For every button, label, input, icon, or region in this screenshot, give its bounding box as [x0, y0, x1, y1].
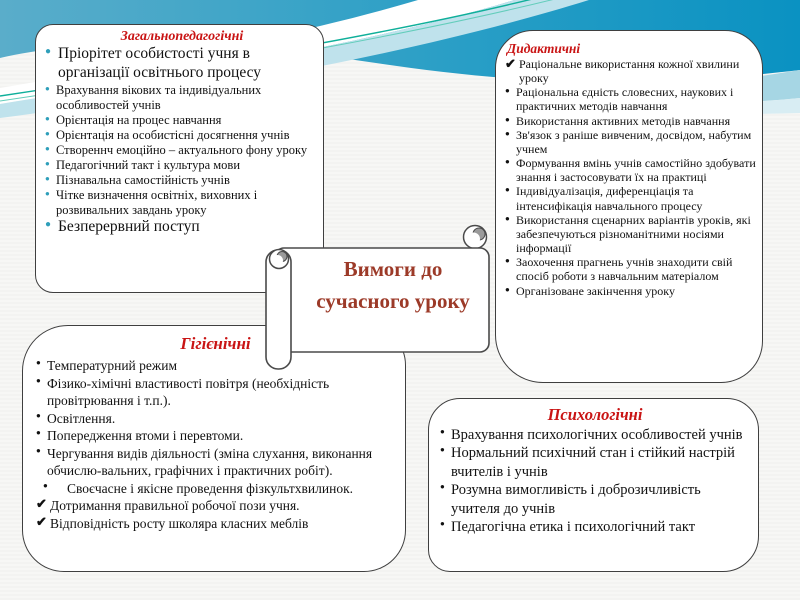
box-didactic-list	[505, 57, 756, 298]
list-item	[45, 83, 319, 113]
item-text: Зв'язок з раніше вивченим, досвідом, набутим учнем	[516, 127, 752, 156]
list-item	[45, 113, 319, 128]
list-item	[505, 85, 756, 113]
list-item	[505, 114, 756, 128]
list-item	[505, 156, 756, 184]
bullet-icon: ●	[36, 410, 41, 420]
item-text: Формування вмінь учнів самостійно здобувати знання і застосовувати їх на практиці	[516, 156, 756, 185]
bullet-icon: ●	[45, 128, 50, 138]
box-hygienic-title: Гігієнічні	[180, 334, 251, 353]
bullet-icon: ●	[36, 358, 41, 367]
item-text: Орієнтація на процес навчання	[56, 112, 222, 127]
item-text: Заохочення прагнень учнів знаходити свій спосіб роботи з навчальним матеріалом	[516, 255, 733, 284]
bullet-icon: ●	[45, 158, 50, 168]
slide-main-title: Вимоги до сучасного уроку	[316, 257, 470, 313]
item-text: Пізнавальна самостійність учнів	[56, 172, 230, 187]
bullet-icon: ●	[505, 284, 510, 294]
bullet-icon: ●	[440, 482, 445, 492]
list-item	[36, 480, 395, 498]
bullet-icon: ●	[45, 113, 50, 123]
item-text: Нормальний психічний стан і стійкий настрій вчителів і учнів	[451, 445, 735, 480]
item-text: Раціональна єдність словесних, наукових і практичних методів навчання	[516, 85, 734, 114]
box-didactic-title: Дидактичні	[507, 41, 581, 56]
check-icon: ✔	[36, 513, 47, 529]
check-icon: ✔	[505, 56, 516, 71]
list-item	[505, 184, 756, 212]
bullet-icon: ●	[505, 86, 510, 96]
list-item	[36, 427, 395, 445]
scroll-top-right-curl-icon	[464, 226, 487, 249]
item-text: Педагогічна етика і психологічний такт	[451, 519, 696, 536]
bullet-icon: ●	[45, 46, 52, 57]
list-item	[36, 497, 395, 515]
bullet-icon: ●	[45, 83, 50, 93]
box-psychological	[428, 398, 759, 572]
list-item	[505, 213, 756, 255]
item-text: Температурний режим	[47, 358, 177, 373]
bullet-icon: ●	[505, 157, 510, 167]
item-text: Освітлення.	[47, 410, 116, 426]
bullet-icon: ●	[45, 143, 50, 153]
item-text: Використання активних методів навчання	[516, 113, 731, 128]
bullet-icon: ●	[36, 428, 41, 438]
bullet-icon: ●	[440, 519, 445, 529]
list-item	[36, 410, 395, 428]
list-item	[45, 143, 319, 158]
item-text: Орієнтація на особистісні досягнення учнів	[56, 127, 290, 142]
item-text: Врахування психологічних особливостей учнів	[451, 427, 743, 443]
list-item	[505, 284, 756, 298]
bullet-icon: ●	[45, 173, 50, 183]
box-psychological-list	[440, 426, 750, 536]
item-text: Створеннч емоційно – актуального фону уроку	[56, 142, 308, 157]
item-text: Пріорітет особистості учня в організації освітнього процесу	[58, 45, 262, 81]
box-general-title: Загальнопедагогічні	[120, 29, 244, 44]
bullet-icon: ●	[505, 213, 510, 223]
item-text: Попередження втоми і перевтоми.	[47, 428, 244, 444]
list-item	[440, 444, 750, 481]
box-hygienic-list	[36, 357, 395, 532]
box-didactic	[495, 30, 763, 383]
list-item	[36, 515, 395, 533]
scroll-left-curl-icon	[270, 250, 289, 269]
item-text: Використання сценарних варіантів уроків, які забезпечуються різноманітними носіями інформації	[516, 212, 751, 256]
box-psychological-title: Психологічні	[547, 405, 643, 424]
check-icon: ✔	[36, 496, 47, 512]
item-text: Раціональне використання кожної хвилини уроку	[519, 57, 740, 86]
item-text: Фізико-хімічні властивості повітря (необхідність провітрювання і т.п.).	[47, 375, 330, 409]
list-item	[440, 426, 750, 444]
item-text: Педагогічний такт і культура мови	[56, 157, 241, 172]
item-text: Організоване закінчення уроку	[516, 283, 675, 298]
list-item	[440, 481, 750, 518]
list-item	[505, 57, 756, 85]
item-text: Розумна вимогливість і доброзичливість учителя до учнів	[451, 482, 701, 517]
item-text: Чергування видів діяльності (зміна слухання, виконання обчислю-вальних, графічних і практичних робіт).	[47, 445, 373, 479]
bullet-icon: ●	[43, 480, 48, 490]
bullet-icon: ●	[45, 188, 50, 198]
bullet-icon: ●	[45, 218, 52, 230]
list-item	[45, 173, 319, 188]
bullet-icon: ●	[505, 128, 510, 138]
bullet-icon: ●	[440, 445, 445, 455]
item-text: Індивідуалізація, диференціація та інтенсифікація навчального процесу	[516, 184, 703, 213]
bullet-icon: ●	[505, 114, 510, 124]
item-text: Безперервний поступ	[58, 217, 200, 235]
item-text: Дотримання правильної робочої пози учня.	[50, 498, 300, 514]
bullet-icon: ●	[505, 185, 510, 195]
list-item	[36, 445, 395, 480]
list-item	[45, 128, 319, 143]
list-item	[505, 255, 756, 283]
item-text: Своєчасне і якісне проведення фізкультхвилинок.	[67, 480, 354, 496]
item-text: Чітке визначення освітніх, виховних і розвивальних завдань уроку	[56, 187, 258, 217]
list-item	[45, 158, 319, 173]
item-text: Відповідність росту школяра класних меблів	[50, 515, 309, 531]
bullet-icon: ●	[440, 427, 445, 436]
list-item	[440, 518, 750, 536]
item-text: Врахування вікових та індивідуальних особливостей учнів	[56, 82, 262, 112]
bullet-icon: ●	[36, 375, 41, 385]
box-general-list	[45, 45, 319, 237]
list-item	[45, 45, 319, 83]
bullet-icon: ●	[505, 256, 510, 266]
list-item	[505, 128, 756, 156]
bullet-icon: ●	[36, 445, 41, 455]
